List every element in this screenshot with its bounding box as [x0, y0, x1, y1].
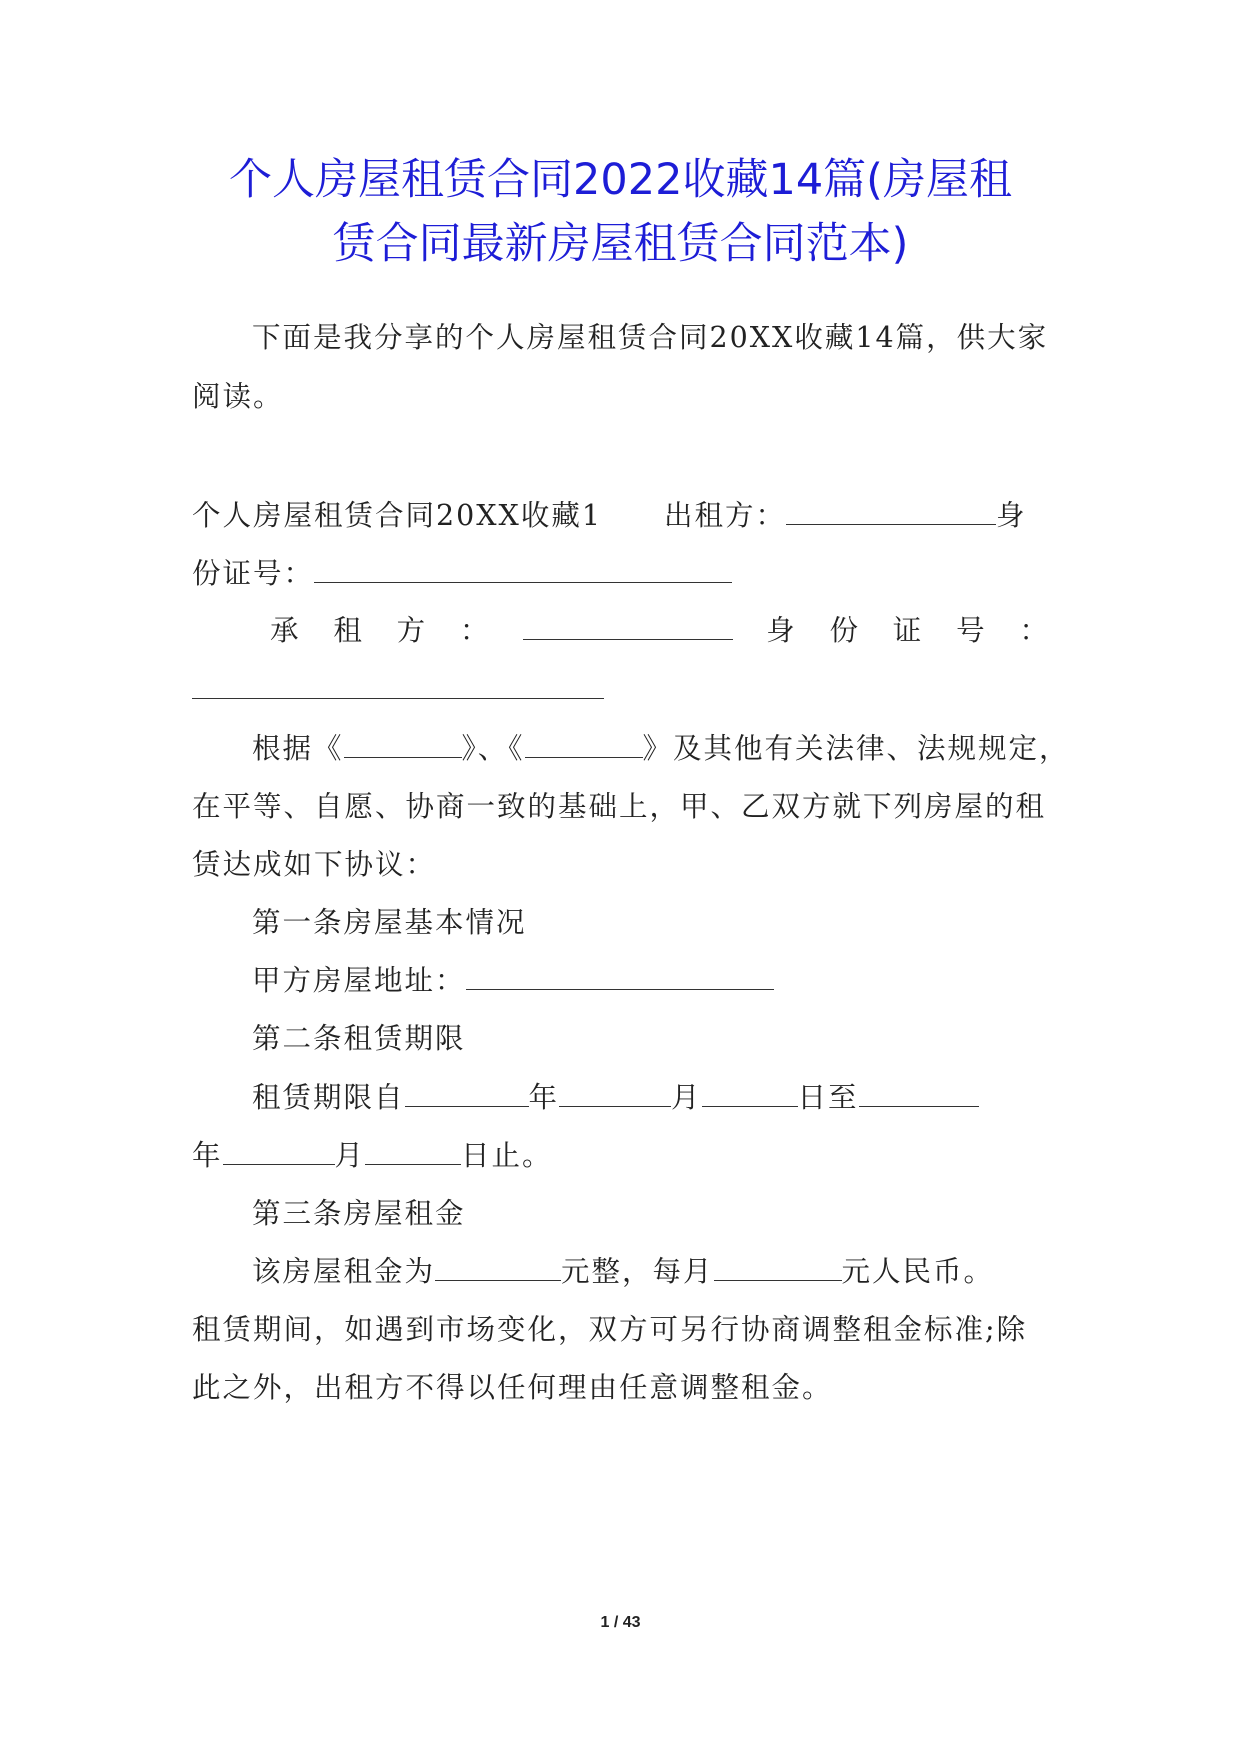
lessee-id-char: 份 [829, 614, 860, 647]
term-text: 月 [671, 1081, 702, 1114]
rent-line-3: 此之外，出租方不得以任何理由任意调整租金。 [192, 1371, 833, 1404]
preamble-text: 根据《 [252, 732, 344, 765]
lessee-char: 承 [270, 614, 301, 647]
address-blank [466, 963, 774, 990]
start-year-blank [405, 1080, 529, 1107]
contract-heading-row [192, 496, 1050, 536]
lessee-char: ： [459, 614, 491, 647]
term-text: 月 [334, 1139, 366, 1172]
article1-heading: 第一条房屋基本情况 [252, 906, 527, 939]
term-text: 年 [528, 1081, 560, 1114]
preamble-line-3: 赁达成如下协议： [192, 848, 437, 881]
term-text: 年 [192, 1139, 223, 1172]
address-label: 甲方房屋地址： [252, 964, 466, 997]
lessor-id-label-end: 份证号： [192, 557, 315, 590]
law-name-blank-2 [525, 731, 643, 758]
rent-line-1 [252, 1252, 1050, 1292]
start-day-blank [702, 1080, 798, 1107]
end-day-blank [365, 1138, 461, 1165]
article2-heading: 第二条租赁期限 [252, 1022, 466, 1055]
term-text: 日止。 [461, 1139, 553, 1172]
lessee-id-char: ： [1019, 614, 1050, 647]
title-line-2: 赁合同最新房屋租赁合同范本) [332, 219, 909, 269]
end-month-blank [223, 1138, 335, 1165]
lessor-label: 出租方： [663, 499, 786, 532]
lessor-id-label-start: 身 [996, 499, 1027, 532]
article3-heading: 第三条房屋租金 [252, 1197, 466, 1230]
lessee-id-char: 号 [956, 614, 987, 647]
lessee-char: 方 [396, 614, 428, 647]
total-rent-blank [435, 1254, 561, 1281]
rent-line-2: 租赁期间，如遇到市场变化，双方可另行协商调整租金标准;除 [192, 1313, 1028, 1346]
preamble-line-1 [252, 729, 1070, 769]
preamble-text: 》及其他有关法律、法规规定， [642, 732, 1070, 765]
lessor-name-blank [786, 498, 996, 525]
intro-line-2: 阅读。 [192, 380, 284, 413]
monthly-rent-blank [714, 1254, 842, 1281]
address-row [252, 961, 1050, 1001]
lessee-id-blank [192, 672, 604, 699]
page-indicator: 1 / 43 [600, 1614, 641, 1631]
rent-text: 元人民币。 [841, 1255, 995, 1288]
lessor-id-blank [314, 556, 732, 583]
rent-text: 元整， [561, 1255, 653, 1288]
rent-text: 每月 [652, 1255, 714, 1288]
contract-heading: 个人房屋租赁合同20XX收藏1 [192, 499, 602, 532]
intro-line-1: 下面是我分享的个人房屋租赁合同20XX收藏14篇，供大家 [252, 321, 1049, 354]
lessee-id-char: 身 [766, 614, 797, 647]
rent-text: 该房屋租金为 [252, 1255, 436, 1288]
lessor-id-row [192, 554, 1050, 594]
start-month-blank [559, 1080, 671, 1107]
preamble-text: 》、《 [461, 732, 525, 765]
term-line-1 [252, 1078, 1050, 1118]
page-title [160, 148, 1081, 276]
preamble-line-2: 在平等、自愿、协商一致的基础上，甲、乙双方就下列房屋的租 [192, 790, 1047, 823]
lessee-row [270, 611, 1050, 651]
term-text: 租赁期限自 [252, 1081, 405, 1114]
end-year-blank [859, 1080, 979, 1107]
lessee-id-row [192, 670, 1050, 710]
term-line-2 [192, 1136, 1050, 1176]
lessee-char: 租 [333, 614, 364, 647]
term-text: 日至 [797, 1081, 859, 1114]
lessee-id-char: 证 [892, 614, 924, 647]
title-line-1: 个人房屋租赁合同2022收藏14篇(房屋租 [229, 155, 1012, 205]
law-name-blank-1 [344, 731, 462, 758]
lessee-name-blank [523, 613, 733, 640]
